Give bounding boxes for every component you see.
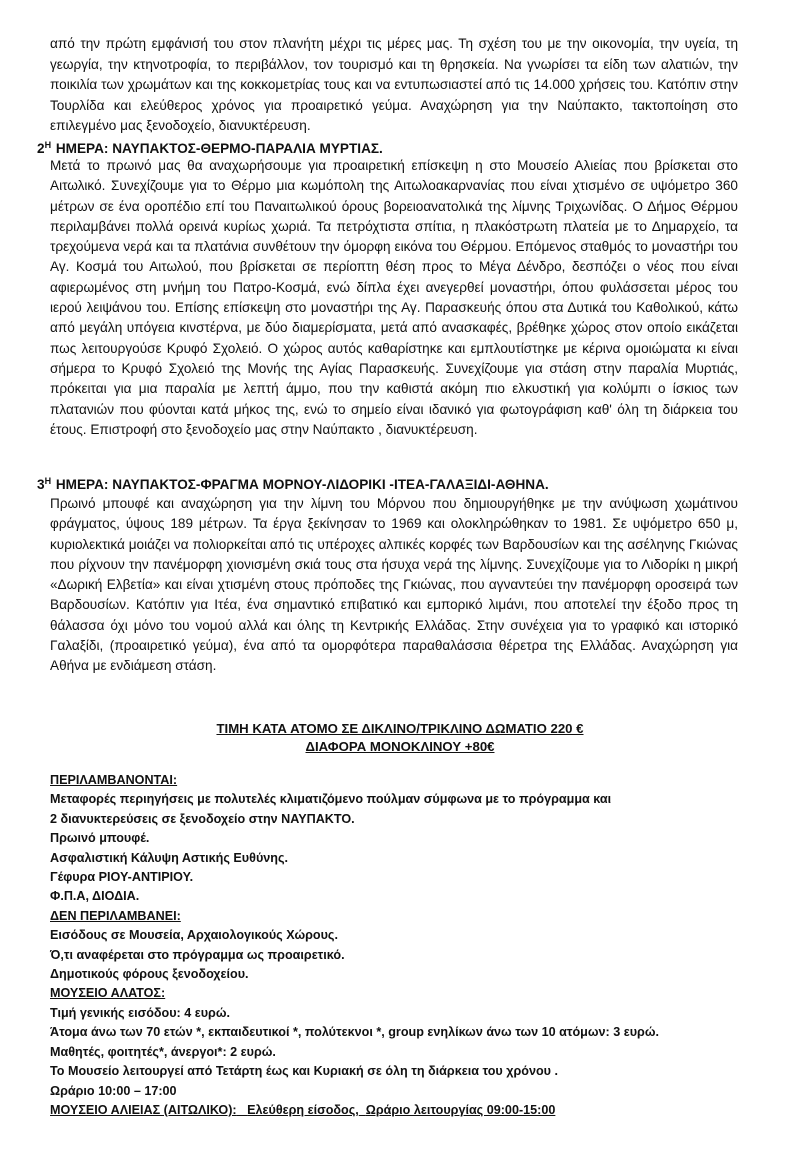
salt-museum-item: Μαθητές, φοιτητές*, άνεργοι*: 2 ευρώ. (50, 1044, 276, 1059)
day2-text: Μετά το πρωινό μας θα αναχωρήσουμε για προαιρετική επίσκεψη η στο Μουσείο Αλιείας που βρίσκεται στο Αιτωλικό. Συνεχίζουμε για το Θέρμο μια κωμόπολη της Αιτωλοακαρνανίας που είναι χτισμένο σε υψόμετρο 360 μέτρων σε ένα οροπέδιο επί του Παναιτωλικού όρους βορειοανατολικά της λίμνης Τριχωνίδας. Ο Δήμος Θέρμου περιλαμβάνει πολλά ορεινά κυρίως χωριά. Τα πετρόχτιστα σπίτια, η πλακόστρωτη πλατεία με το Δημαρχείο, τα τρεχούμενα νερά και τα πλατάνια συνθέτουν την όμορφη εικόνα του Θέρμου. Επόμενος σταθμός το μοναστήρι του Αγ. Κοσμά του Αιτωλού, που βρίσκεται σε περίοπτη θέση προς το Μέγα Δένδρο, δεσπόζει ο νέος που είναι αφιερωμένος στη μνήμη του Πατρο-Κοσμά, ενώ δίπλα έχει ανεγερθεί μοναστήρι, όπου φυλάσσεται μέρος του ιερού λειψάνου του. Επίσης επίσκεψη στο μοναστήρι της Αγ. Παρασκευής όπου στα Δυτικά του Καθολικού, κάτω από μεγάλη υπόγεια κινστέρνα, με δύο διαμερίσματα, μετά από ανασκαφές, βρέθηκε χώρος στον οποίο εικάζεται πως λειτουργούσε Κρυφό Σχολειό. Ο χώρος αυτός καθαρίστηκε και εμπλουτίστηκε με κέρινα ομοιώματα κι είναι σήμερα το Κρυφό Σχολειό της Μονής της Αγίας Παρασκευής. Συνεχίζουμε για στάση στην παραλία Μυρτιάς, πρόκειται για μια παραλία με λεπτή άμμο, που την καθιστά ακόμη πιο ελκυστική για κολύμπι ο ίσκιος των πλατανιών που φύονται κατά μήκος της, ενώ το σημείο είναι ιδανικό για φωτογράφιση καθ' όλη τη διάρκεια του έτους. Επιστροφή στο ξενοδοχείο μας στην Ναύπακτο , διανυκτέρευση. (50, 158, 738, 437)
price-per-person: ΤΙΜΗ ΚΑΤΑ ΑΤΟΜΟ ΣΕ ΔΙΚΛΙΝΟ/ΤΡΙΚΛΙΝΟ ΔΩΜΑΤΙΟ 220 € (216, 721, 584, 736)
intro-text: από την πρώτη εμφάνισή του στον πλανήτη μέχρι τις μέρες μας. Τη σχέση του με την οικονομία, την υγεία, τη γεωργία, την κτηνοτροφία, το περιβάλλον, τον τουρισμό και τη θρησκεία. Να γνωρίσει τα είδη των αλατιών, την ποικιλία των χρωμάτων και της κοκκομετρίας τους και να εντυπωσιαστεί από τις 14.000 χρήσεις του. Κατόπιν στην Τουρλίδα και ελεύθερος χρόνος για προαιρετικό γεύμα. Αναχώρηση για την Ναύπακτο, τακτοποίηση στο επιλεγμένο μας ξενοδοχείο, διανυκτέρευση. (50, 36, 738, 134)
day2-heading (37, 136, 383, 158)
included-item: Πρωινό μπουφέ. (50, 831, 150, 846)
day2-title: ΗΜΕΡΑ: ΝΑΥΠΑΚΤΟΣ-ΘΕΡΜΟ-ΠΑΡΑΛΙΑ ΜΥΡΤΙΑΣ. (52, 141, 383, 156)
day2-number: 2 (37, 141, 45, 156)
included-item: 2 διανυκτερεύσεις σε ξενοδοχείο στην ΝΑΥΠΑΚΤΟ. (50, 811, 355, 826)
single-supplement: ΔΙΑΦΟΡΑ ΜΟΝΟΚΛΙΝΟΥ +80€ (305, 739, 495, 754)
day2-paragraph (50, 156, 738, 440)
day3-text: Πρωινό μπουφέ και αναχώρηση για την λίμνη του Μόρνου που δημιουργήθηκε με την ανύψωση χωμάτινου φράγματος, ύψους 189 μέτρων. Τα έργα ξεκίνησαν το 1969 και ολοκληρώθηκαν το 1981. Σε υψόμετρο 650 μ, κυριολεκτικά μοιάζει να πολιορκείται από τις υπέροχες αλπικές κορφές των Βαρδουσίων και της ασέληνης Γκιώνας που ρίχνουν την πανέμορφη χιονισμένη σκιά τους στα ήσυχα νερά της λίμνης. Συνεχίζουμε για το Λιδορίκι η μικρή «Δωρική Ελβετία» και είναι χτισμένη στους πρόποδες της Γκιώνας, που αγναντεύει την πανέμορφη οροσειρά των Βαρδουσίων. Κατόπιν για Ιτέα, ένα σημαντικό επιβατικό και εμπορικό λιμάνι, που αποτελεί την έξοδο προς τη θάλασσα όχι μόνο του νομού αλλά και όλης τη Κεντρικής Ελλάδας. Στην συνέχεια για το γραφικό και ιστορικό Γαλαξίδι, (προαιρετικό γεύμα), ένα από τα ομορφότερα παραθαλάσσια θέρετρα της Ελλάδας. Αναχώρηση για Αθήνα με ενδιάμεση στάση. (50, 496, 738, 674)
not-included-item: Εισόδους σε Μουσεία, Αρχαιολογικούς Χώρους. (50, 928, 338, 943)
not-included-item: Δημοτικούς φόρους ξενοδοχείου. (50, 967, 249, 982)
salt-museum-item: Το Μουσείο λειτουργεί από Τετάρτη έως και Κυριακή σε όλη τη διάρκεια του χρόνου . (50, 1064, 558, 1079)
day3-number: 3 (37, 477, 45, 492)
day3-paragraph (50, 494, 738, 677)
included-item: Φ.Π.Α, ΔΙΟΔΙΑ. (50, 889, 140, 904)
day3-title: ΗΜΕΡΑ: ΝΑΥΠΑΚΤΟΣ-ΦΡΑΓΜΑ ΜΟΡΝΟΥ-ΛΙΔΟΡΙΚΙ -ΙΤΕΑ-ΓΑΛΑΞΙΔΙ-ΑΘΗΝΑ. (52, 477, 549, 492)
salt-museum-heading: ΜΟΥΣΕΙΟ ΑΛΑΤΟΣ: (50, 986, 166, 1001)
included-item: Μεταφορές περιηγήσεις με πολυτελές κλιματιζόμενο πούλμαν σύμφωνα με το πρόγραμμα και (50, 792, 612, 807)
fishing-museum-label: ΜΟΥΣΕΙΟ ΑΛΙΕΙΑΣ (ΑΙΤΩΛΙΚΟ): (50, 1102, 237, 1117)
included-item: Ασφαλιστική Κάλυψη Αστικής Ευθύνης. (50, 850, 289, 865)
day3-heading (37, 472, 549, 494)
fishing-museum-hours: Ωράριο λειτουργίας 09:00-15:00 (365, 1102, 556, 1117)
day3-superscript: Η (44, 476, 52, 486)
salt-museum-item: Ωράριο 10:00 – 17:00 (50, 1083, 177, 1098)
included-item: Γέφυρα ΡΙΟΥ-ΑΝΤΙΡΙΟΥ. (50, 870, 194, 885)
fishing-museum-entry: Ελεύθερη είσοδος, (247, 1102, 359, 1117)
fishing-museum-line (50, 1101, 770, 1120)
included-heading: ΠΕΡΙΛΑΜΒΑΝΟΝΤΑΙ: (50, 773, 178, 787)
not-included-item: Ό,τι αναφέρεται στο πρόγραμμα ως προαιρετικό. (50, 947, 345, 962)
not-included-heading: ΔΕΝ ΠΕΡΙΛΑΜΒΑΝΕΙ: (50, 908, 181, 923)
terms-section (50, 771, 770, 1120)
day2-superscript: Η (44, 140, 52, 150)
intro-paragraph (50, 34, 738, 137)
salt-museum-item: Άτομα άνω των 70 ετών *, εκπαιδευτικοί *, πολύτεκνοι *, group ενηλίκων άνω των 10 ατόμων: 3 ευρώ. (50, 1025, 659, 1040)
salt-museum-item: Τιμή γενικής εισόδου: 4 ευρώ. (50, 1005, 230, 1020)
